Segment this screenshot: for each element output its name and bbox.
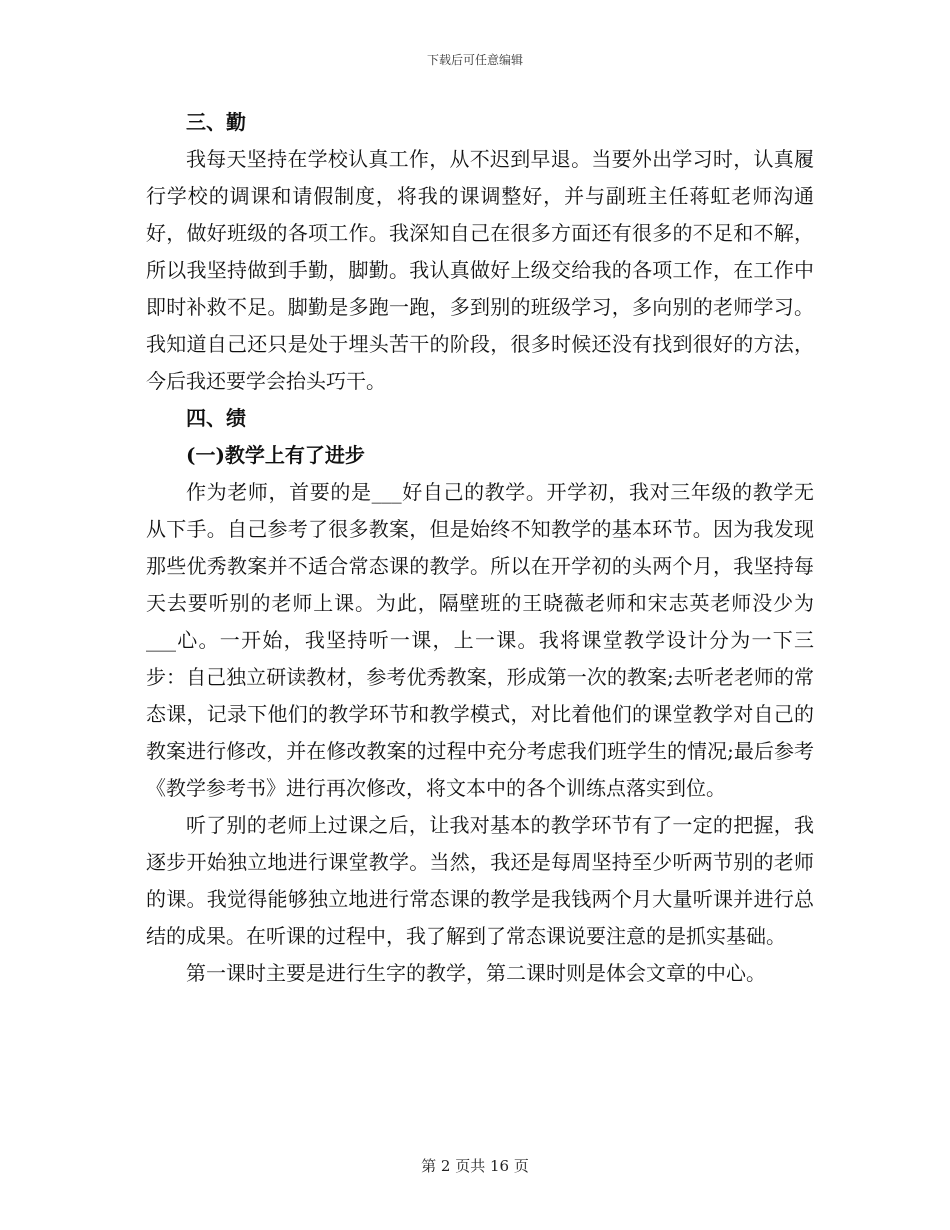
page-footer: 第 2 页共 16 页: [421, 1157, 529, 1175]
subsection-heading-teaching: (一)教学上有了进步: [186, 443, 365, 467]
section-heading-ji: 四、绩: [186, 406, 246, 430]
page-header: 下载后可任意编辑: [426, 53, 523, 67]
document-body: [146, 104, 814, 992]
paragraph-teaching-2: 听了别的老师上过课之后，让我对基本的教学环节有了一定的把握，我逐步开始独立地进行课堂教学。当然，我还是每周坚持至少听两节别的老师的课。我觉得能够独立地进行常态课的教学是我钱两个月大量听课并进行总结的成果。在听课的过程中，我了解到了常态课说要注意的是抓实基础。: [146, 813, 814, 948]
section-heading-qin: 三、勤: [186, 110, 246, 134]
paragraph-teaching-3: 第一课时主要是进行生字的教学，第二课时则是体会文章的中心。: [186, 961, 766, 985]
paragraph-qin: 我每天坚持在学校认真工作，从不迟到早退。当要外出学习时，认真履行学校的调课和请假制度，将我的课调整好，并与副班主任蒋虹老师沟通好，做好班级的各项工作。我深知自己在很多方面还有很多的不足和不解，所以我坚持做到手勤，脚勤。我认真做好上级交给我的各项工作，在工作中即时补救不足。脚勤是多跑一跑，多到别的班级学习，多向别的老师学习。我知道自己还只是处于埋头苦干的阶段，很多时候还没有找到很好的方法，今后我还要学会抬头巧干。: [146, 147, 814, 393]
paragraph-teaching-1: 作为老师，首要的是___好自己的教学。开学初，我对三年级的教学无从下手。自己参考了很多教案，但是始终不知教学的基本环节。因为我发现那些优秀教案并不适合常态课的教学。所以在开学初的头两个月，我坚持每天去要听别的老师上课。为此，隔壁班的王晓薇老师和宋志英老师没少为___心。一开始，我坚持听一课，上一课。我将课堂教学设计分为一下三步：自己独立研读教材，参考优秀教案，形成第一次的教案;去听老老师的常态课，记录下他们的教学环节和教学模式，对比着他们的课堂教学对自己的教案进行修改，并在修改教案的过程中充分考虑我们班学生的情况;最后参考《教学参考书》进行再次修改，将文本中的各个训练点落实到位。: [146, 480, 814, 800]
